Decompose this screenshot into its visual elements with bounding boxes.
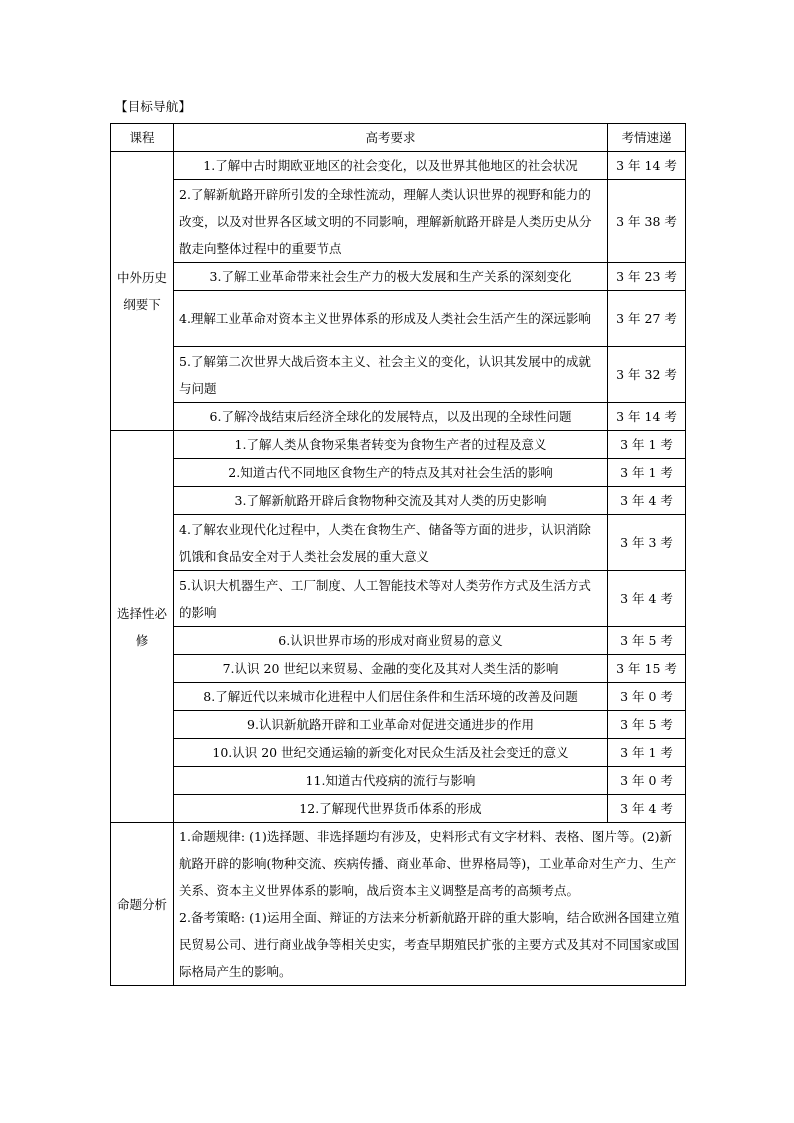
table-row (111, 403, 686, 431)
requirement-cell: 5.了解第二次世界大战后资本主义、社会主义的变化，认识其发展中的成就与问题 (174, 347, 608, 403)
table-row (111, 739, 686, 767)
table-row (111, 711, 686, 739)
stat-cell: 3 年 3 考 (608, 515, 686, 571)
header-requirement: 高考要求 (174, 124, 608, 152)
stat-cell: 3 年 27 考 (608, 291, 686, 347)
stat-cell: 3 年 38 考 (608, 180, 686, 263)
requirement-cell: 7.认识 20 世纪以来贸易、金融的变化及其对人类生活的影响 (174, 655, 608, 683)
table-row (111, 347, 686, 403)
requirement-cell: 1.了解中古时期欧亚地区的社会变化，以及世界其他地区的社会状况 (174, 152, 608, 180)
analysis-paragraph-2: 2.备考策略: (1)运用全面、辩证的方法来分析新航路开辟的重大影响，结合欧洲各国建立殖民贸易公司、进行商业战争等相关史实，考查早期殖民扩张的主要方式及其对不同国家或国际格局产生的影响。 (179, 910, 680, 979)
header-stats: 考情速递 (608, 124, 686, 152)
table-row (111, 459, 686, 487)
requirement-cell: 1.了解人类从食物采集者转变为食物生产者的过程及意义 (174, 431, 608, 459)
table-row (111, 152, 686, 180)
stat-cell: 3 年 4 考 (608, 795, 686, 823)
stat-cell: 3 年 4 考 (608, 571, 686, 627)
table-row (111, 180, 686, 263)
requirement-cell: 3.了解新航路开辟后食物物种交流及其对人类的历史影响 (174, 487, 608, 515)
table-row (111, 291, 686, 347)
stat-cell: 3 年 1 考 (608, 459, 686, 487)
requirement-cell: 6.了解冷战结束后经济全球化的发展特点，以及出现的全球性问题 (174, 403, 608, 431)
analysis-paragraph-1: 1.命题规律: (1)选择题、非选择题均有涉及，史料形式有文字材料、表格、图片等。(2)新航路开辟的影响(物种交流、疾病传播、商业革命、世界格局等)，工业革命对生产力、生产关系、资本主义世界体系的影响，战后资本主义调整是高考的高频考点。 (179, 829, 677, 898)
table-row (111, 431, 686, 459)
requirement-cell: 5.认识大机器生产、工厂制度、人工智能技术等对人类劳作方式及生活方式的影响 (174, 571, 608, 627)
stat-cell: 3 年 5 考 (608, 711, 686, 739)
analysis-cell (174, 823, 686, 986)
section-heading: 【目标导航】 (115, 99, 192, 114)
table-row (111, 571, 686, 627)
stat-cell: 3 年 23 考 (608, 263, 686, 291)
stat-cell: 3 年 1 考 (608, 431, 686, 459)
table-row (111, 767, 686, 795)
stat-cell: 3 年 32 考 (608, 347, 686, 403)
stat-cell: 3 年 14 考 (608, 152, 686, 180)
table-row (111, 795, 686, 823)
stat-cell: 3 年 4 考 (608, 487, 686, 515)
requirement-cell: 11.知道古代疫病的流行与影响 (174, 767, 608, 795)
stat-cell: 3 年 1 考 (608, 739, 686, 767)
requirement-cell: 4.了解农业现代化过程中，人类在食物生产、储备等方面的进步，认识消除饥饿和食品安全对于人类社会发展的重大意义 (174, 515, 608, 571)
table-header-row (111, 124, 686, 152)
course-cell-outline: 中外历史纲要下 (111, 152, 174, 431)
table-row (111, 627, 686, 655)
requirement-cell: 3.了解工业革命带来社会生产力的极大发展和生产关系的深刻变化 (174, 263, 608, 291)
requirement-cell: 12.了解现代世界货币体系的形成 (174, 795, 608, 823)
course-cell-elective: 选择性必修 (111, 431, 174, 823)
table-row (111, 263, 686, 291)
stat-cell: 3 年 15 考 (608, 655, 686, 683)
requirement-cell: 8.了解近代以来城市化进程中人们居住条件和生活环境的改善及问题 (174, 683, 608, 711)
requirement-cell: 6.认识世界市场的形成对商业贸易的意义 (174, 627, 608, 655)
analysis-row (111, 823, 686, 986)
stat-cell: 3 年 0 考 (608, 683, 686, 711)
table-row (111, 515, 686, 571)
requirement-cell: 10.认识 20 世纪交通运输的新变化对民众生活及社会变迁的意义 (174, 739, 608, 767)
requirement-cell: 2.了解新航路开辟所引发的全球性流动，理解人类认识世界的视野和能力的改变，以及对世界各区域文明的不同影响，理解新航路开辟是人类历史从分散走向整体过程中的重要节点 (174, 180, 608, 263)
requirement-cell: 2.知道古代不同地区食物生产的特点及其对社会生活的影响 (174, 459, 608, 487)
stat-cell: 3 年 0 考 (608, 767, 686, 795)
table-row (111, 655, 686, 683)
table-row (111, 683, 686, 711)
stat-cell: 3 年 5 考 (608, 627, 686, 655)
header-course: 课程 (111, 124, 174, 152)
requirements-table (110, 123, 686, 986)
course-cell-analysis: 命题分析 (111, 823, 174, 986)
table-row (111, 487, 686, 515)
requirement-cell: 9.认识新航路开辟和工业革命对促进交通进步的作用 (174, 711, 608, 739)
requirement-cell: 4.理解工业革命对资本主义世界体系的形成及人类社会生活产生的深远影响 (174, 291, 608, 347)
stat-cell: 3 年 14 考 (608, 403, 686, 431)
